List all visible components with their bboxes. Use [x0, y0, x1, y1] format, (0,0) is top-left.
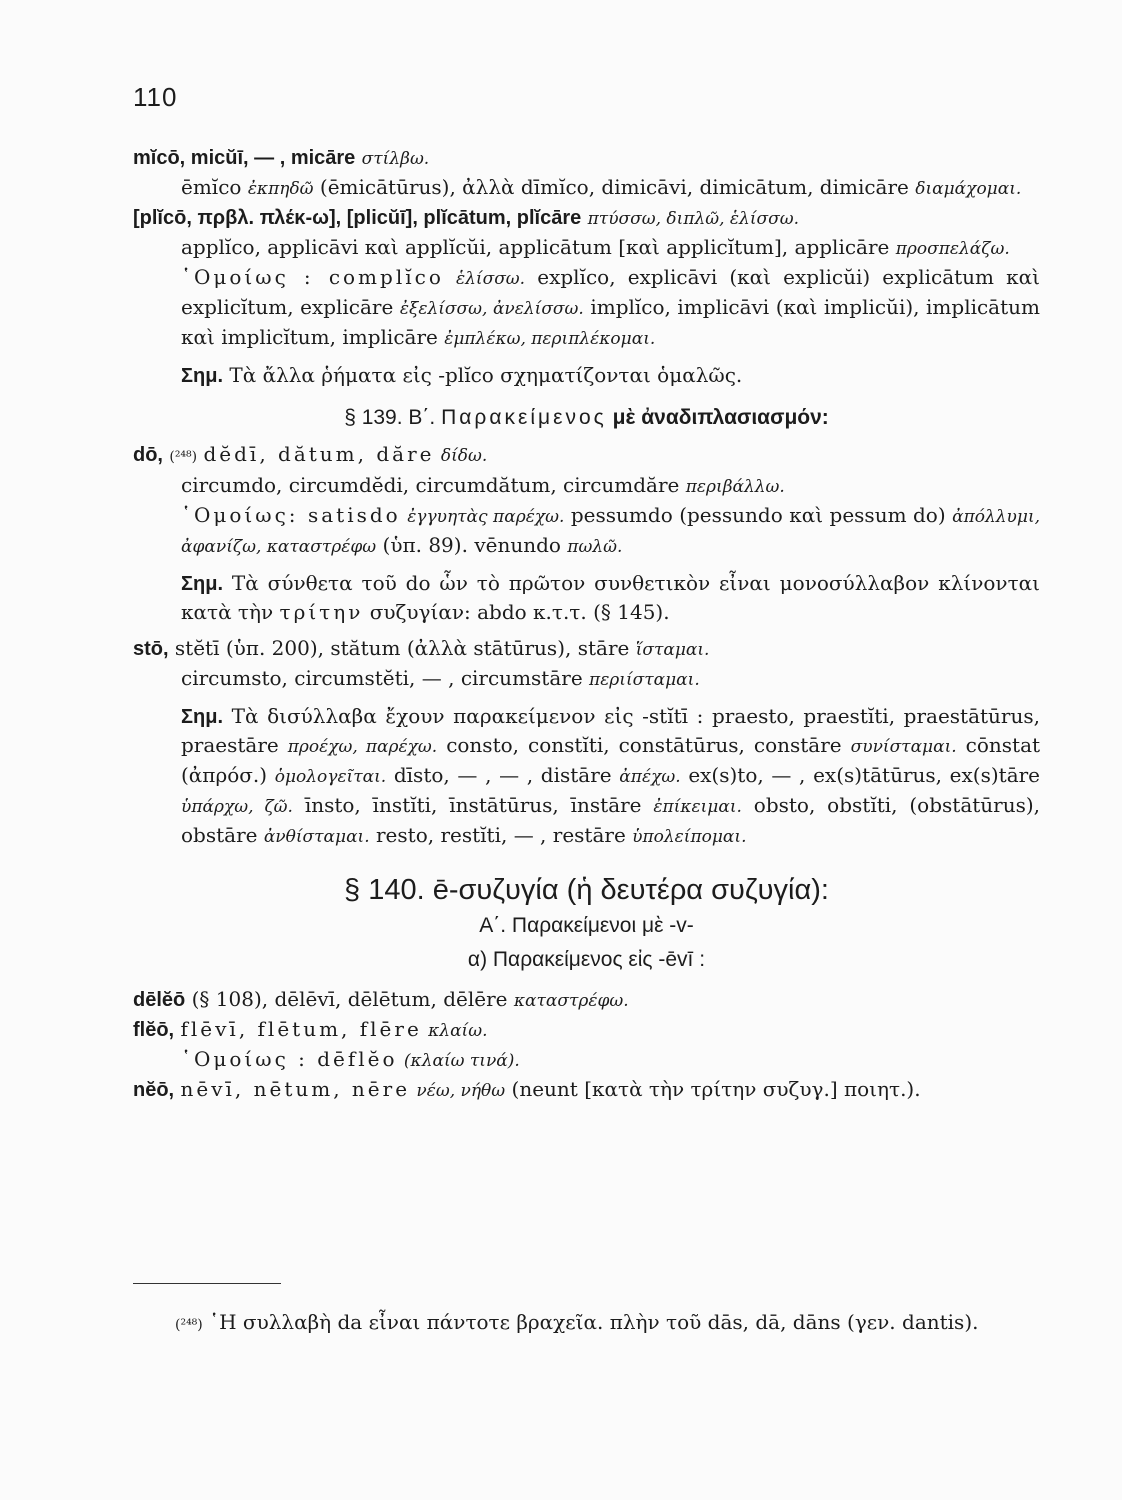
- text: consto, constĭti, constātūrus, constāre: [446, 733, 842, 757]
- greek-gloss: ὑπάρχω, ζῶ.: [181, 797, 293, 817]
- text: Τὰ δισύλλαβα ἔχουν παρακείμενον εἰς -stĭtī : praesto, praestĭti, praestātūrus, praestāre: [181, 704, 1040, 757]
- text: (§ 108), dēlēvī, dēlētum, dēlēre: [191, 987, 508, 1011]
- entry-do: [133, 440, 1040, 561]
- page-number: 110: [133, 82, 178, 112]
- text: obsto, obstĭti, (obstātūrus), obstāre: [181, 793, 1041, 847]
- headword: nĕō,: [133, 1079, 175, 1101]
- greek-gloss: πωλῶ.: [567, 537, 623, 557]
- footnote-text: ῾Η συλλαβὴ da εἶναι πάντοτε βραχεῖα. πλὴν τοῦ dās, dā, dāns (γεν. dantis).: [209, 1310, 979, 1334]
- text: īnsto, īnstĭti, īnstātūrus, īnstāre: [304, 793, 642, 817]
- text: explĭco, explicāvi (καὶ explicŭi) explicātum καὶ explicĭtum, explicāre: [181, 265, 1041, 319]
- section-title: Παρακείμενος: [441, 406, 607, 429]
- greek-gloss: πτύσσω, διπλῶ, ἑλίσσω.: [587, 209, 799, 229]
- text: resto, restĭti, — , restāre: [376, 823, 626, 847]
- section-number: § 139. Β΄.: [344, 406, 436, 429]
- entry-fleo: [133, 1015, 1040, 1075]
- greek-gloss: προσπελάζω.: [895, 239, 1010, 259]
- text: pessumdo (pessundo καὶ pessum do): [570, 503, 946, 527]
- greek-gloss: συνίσταμαι.: [850, 737, 957, 757]
- entry-neo: [133, 1075, 1040, 1105]
- text: ῾Ομοίως: satisdo: [181, 503, 401, 527]
- text: circumsto, circumstĕti, — , circumstāre: [181, 666, 583, 690]
- note-label: Σημ.: [181, 365, 224, 387]
- entry-sto: [133, 634, 1040, 694]
- greek-gloss: ὁμολογεῖται.: [274, 767, 387, 787]
- text: stĕtī (ὑπ. 200), stătum (ἀλλὰ stātūrus), stāre: [174, 636, 630, 660]
- greek-gloss: διαμάχομαι.: [915, 179, 1022, 199]
- text: τρίτην: [279, 600, 364, 624]
- text: implĭco, implicāvi (καὶ implicŭi), implicātum καὶ implicĭtum, implicāre: [181, 295, 1040, 349]
- greek-gloss: ἐγγυητὰς παρέχω.: [407, 507, 565, 527]
- text: nēvī, nētum, nēre: [180, 1077, 411, 1101]
- footnote-mark: (²⁴⁸): [175, 1317, 203, 1333]
- note-label: Σημ.: [181, 706, 224, 728]
- text: ῾Ομοίως : complĭco: [181, 265, 444, 289]
- text: συζυγίαν: abdo κ.τ.τ. (§ 145).: [369, 600, 670, 624]
- subsection-heading-a: Α΄. Παρακείμενοι μὲ -v-: [479, 914, 694, 937]
- subsection-heading-alpha: α) Παρακείμενος εἰς -ēvī :: [467, 948, 706, 971]
- entry-mico: [133, 143, 1040, 203]
- text: Τὰ σύνθετα τοῦ do ὧν τὸ πρῶτον συνθετικὸν εἶναι μονοσύλλαβον κλίνονται κατὰ τὴν: [181, 571, 1041, 624]
- entry-deleo: [133, 985, 1040, 1015]
- page-body: [133, 143, 1040, 1105]
- headword: mĭcō, micŭī, — , micāre: [133, 147, 356, 169]
- note-do: [133, 569, 1040, 626]
- greek-gloss: κλαίω.: [428, 1021, 488, 1041]
- greek-gloss: ὑπολείπομαι.: [632, 827, 747, 847]
- footnote-ref: (²⁴⁸): [169, 449, 198, 465]
- greek-gloss: ἀνθίσταμαι.: [263, 827, 370, 847]
- text: cōnstat (ἀπρόσ.): [181, 733, 1041, 787]
- headword: flĕō,: [133, 1019, 175, 1041]
- note-label: Σημ.: [181, 573, 224, 595]
- greek-gloss: ἐπίκειμαι.: [653, 797, 742, 817]
- headword: dēlĕō: [133, 989, 186, 1011]
- greek-gloss: (κλαίω τινά).: [403, 1051, 520, 1071]
- section-139-heading: [133, 404, 1040, 432]
- headword: dō,: [133, 444, 163, 466]
- text: Τὰ ἄλλα ῥήματα εἰς -plĭco σχηματίζονται ὁμαλῶς.: [229, 363, 743, 387]
- section-140-heading: § 140. ē-συζυγία (ἡ δευτέρα συζυγία):: [344, 874, 829, 906]
- greek-gloss: καταστρέφω.: [513, 991, 629, 1011]
- text: ex(s)to, — , ex(s)tātūrus, ex(s)tāre: [688, 763, 1041, 787]
- text: (ēmicātūrus), ἀλλὰ dīmĭco, dimicāvi, dimicātum, dimicāre: [319, 175, 909, 199]
- footnote: [175, 1308, 1040, 1339]
- section-subtitle: μὲ ἀναδιπλασιασμόν:: [612, 406, 829, 429]
- greek-gloss: προέχω, παρέχω.: [287, 737, 438, 757]
- text: applĭco, applicāvi καὶ applĭcŭi, applicātum [καὶ applicĭtum], applicāre: [181, 235, 890, 259]
- text: flēvī, flētum, flēre: [180, 1017, 422, 1041]
- greek-gloss: περιίσταμαι.: [589, 670, 700, 690]
- entry-plico: [133, 203, 1040, 353]
- greek-gloss: ἀπέχω.: [619, 767, 681, 787]
- greek-gloss: ἀπόλλυμι, ἀφανίζω, καταστρέφω: [181, 507, 1041, 557]
- greek-gloss: δίδω.: [440, 446, 488, 466]
- headword: [plĭcō, πρβλ. πλέκ-ω], [plicŭī], plĭcātum, plĭcāre: [133, 207, 582, 229]
- text: ēmĭco: [181, 175, 242, 199]
- text: (neunt [κατὰ τὴν τρίτην συζυγ.] ποιητ.).: [511, 1077, 921, 1101]
- text: (ὑπ. 89).: [382, 533, 468, 557]
- greek-gloss: στίλβω.: [361, 149, 430, 169]
- note-plico: [133, 361, 1040, 390]
- greek-gloss: ἐκπηδῶ: [247, 179, 314, 199]
- note-sto: [133, 702, 1040, 851]
- text: dĕdī, dătum, dăre: [203, 442, 435, 466]
- text: ῾Ομοίως : dēflĕo: [181, 1047, 398, 1071]
- greek-gloss: ἑλίσσω.: [456, 269, 526, 289]
- text: vēnundo: [474, 533, 561, 557]
- text: circumdo, circumdĕdi, circumdătum, circumdăre: [181, 473, 680, 497]
- text: dīsto, — , — , distāre: [393, 763, 612, 787]
- greek-gloss: ἐμπλέκω, περιπλέκομαι.: [444, 329, 656, 349]
- greek-gloss: ἵσταμαι.: [635, 640, 710, 660]
- headword: stō,: [133, 638, 169, 660]
- greek-gloss: νέω, νήθω: [416, 1081, 506, 1101]
- footnote-divider: [133, 1283, 281, 1284]
- greek-gloss: περιβάλλω.: [685, 477, 785, 497]
- greek-gloss: ἐξελίσσω, ἀνελίσσω.: [399, 299, 584, 319]
